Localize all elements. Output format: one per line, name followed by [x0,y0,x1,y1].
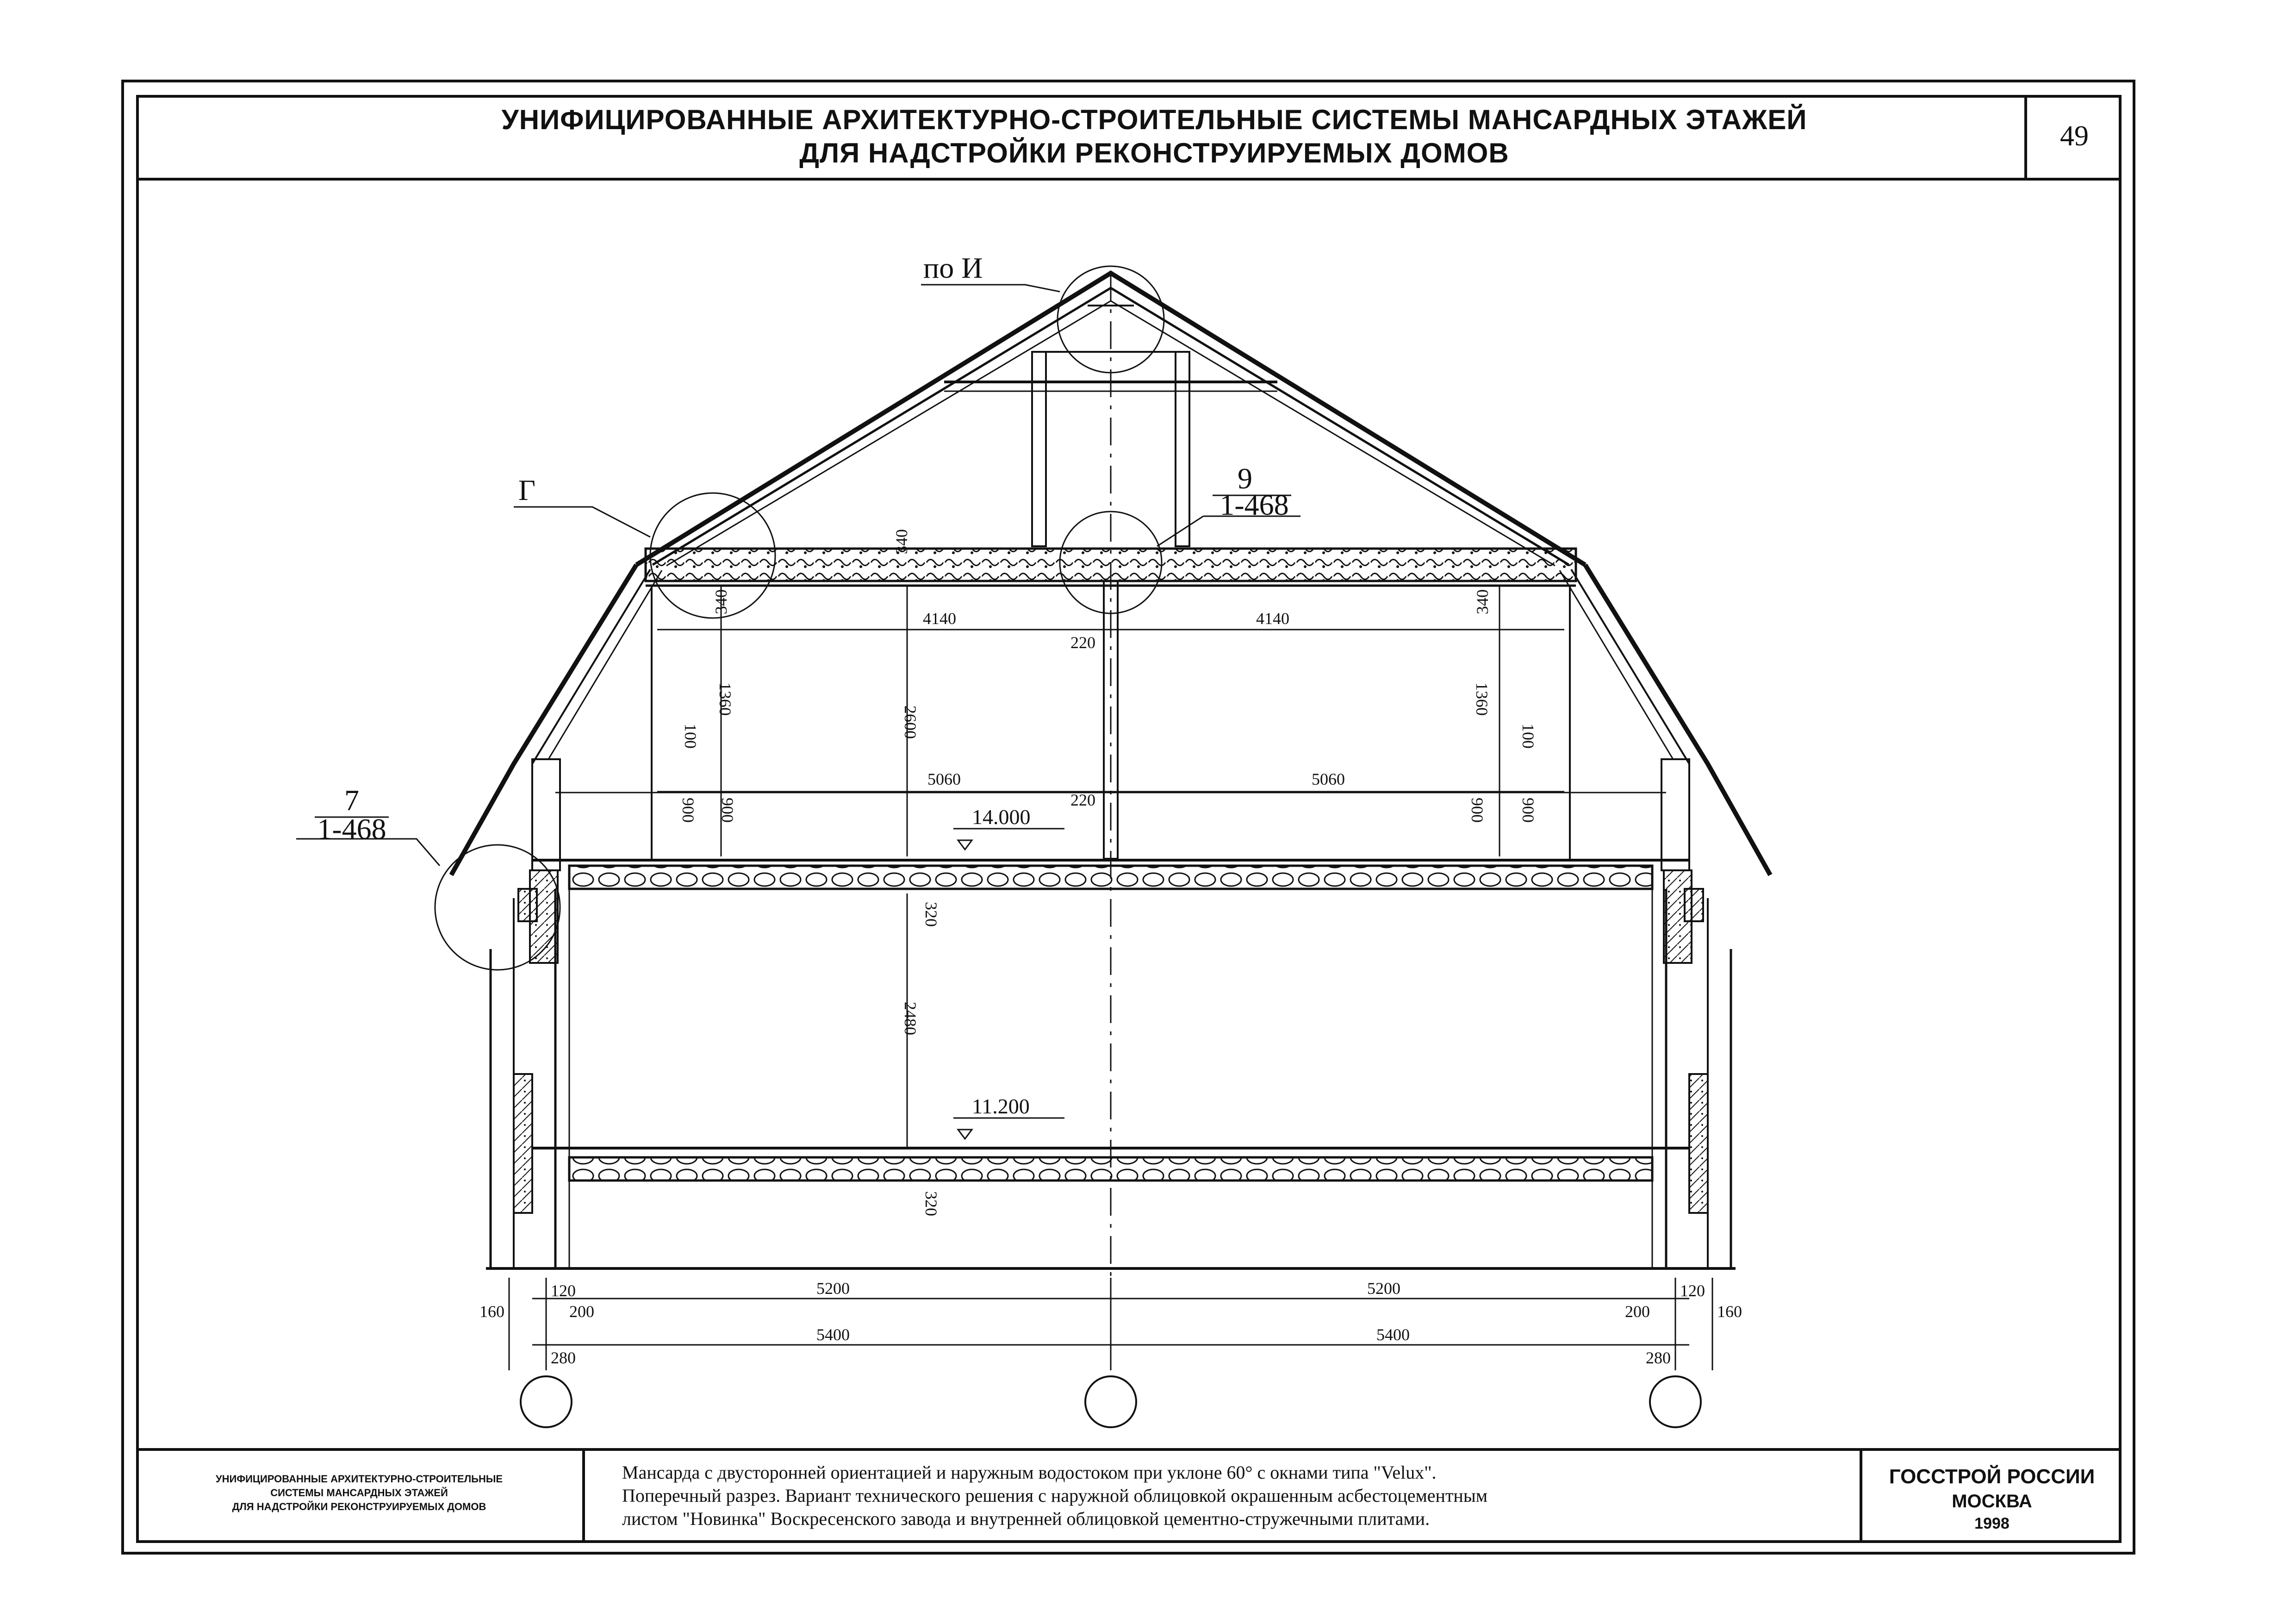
dim-left-100: 100 [681,724,700,749]
dim-right-900b: 900 [1519,798,1537,823]
dim-right-100: 100 [1519,724,1537,749]
footer-org: ГОССТРОЙ РОССИИ [1889,1465,2095,1488]
footer-series-line2: СИСТЕМЫ МАНСАРДНЫХ ЭТАЖЕЙ [270,1487,448,1499]
dim-span-left-4140: 4140 [923,609,956,628]
dim-ceiling-thickness: 340 [892,529,911,554]
footer-description-line2: Поперечный разрез. Вариант технического решения с наружной облицовкой окрашенным асбестоцементным [622,1485,1488,1506]
dim-left-900a: 900 [679,798,697,823]
dim-axis-right-5400: 5400 [1376,1325,1410,1344]
dim-bay-left-5200: 5200 [816,1279,850,1298]
attic-ceiling-panel [646,549,1576,581]
dim-span-left-5060: 5060 [927,770,961,788]
title-block-footer [136,1448,2122,1543]
dim-span-right-5060: 5060 [1312,770,1345,788]
dim-bay-right-5200: 5200 [1367,1279,1400,1298]
lower-floor-slab [569,1157,1652,1181]
callout-node9-sheet: 1-468 [1220,488,1289,521]
footer-description-line3: листом "Новинка" Воскресенского завода и внутренней облицовкой цементно-стружечными плитами. [622,1508,1430,1529]
level-upper: 14.000 [972,805,1031,829]
dim-right-340: 340 [1473,589,1492,614]
dim-left-120: 120 [551,1281,576,1300]
callout-node7-sheet: 1-468 [317,812,386,845]
footer-city: МОСКВА [1952,1491,2032,1512]
dim-right-200: 200 [1625,1302,1650,1321]
upper-floor-slab [569,866,1652,889]
dim-right-900a: 900 [1468,798,1487,823]
dim-right-280: 280 [1646,1349,1671,1367]
dim-right-1360: 1360 [1473,682,1491,716]
dim-axis-left-5400: 5400 [816,1325,850,1344]
footer-year: 1998 [1974,1515,2010,1532]
dim-right-120: 120 [1680,1281,1705,1300]
dim-left-280: 280 [551,1349,576,1367]
footer-series-line1: УНИФИЦИРОВАННЫЕ АРХИТЕКТУРНО-СТРОИТЕЛЬНЫЕ [215,1473,503,1485]
level-mark-lower [953,1118,1064,1139]
dim-span-right-4140: 4140 [1256,609,1289,628]
callout-eave-node: Г [518,474,535,506]
footer-description-line1: Мансарда с двусторонней ориентацией и наружным водостоком при уклоне 60° с окнами типа "Velux". [622,1462,1437,1483]
callout-node7-number: 7 [344,784,359,817]
grid-axis-bubbles [521,1376,1701,1427]
level-lower: 11.200 [972,1094,1030,1118]
dim-left-340: 340 [712,589,730,614]
footer-series [136,1451,585,1543]
page-number: 49 [2024,95,2122,178]
dim-ridge-220: 220 [1070,633,1095,652]
dim-height-2600: 2600 [901,706,920,739]
dim-left-200: 200 [569,1302,594,1321]
footer-series-line3: ДЛЯ НАДСТРОЙКИ РЕКОНСТРУИРУЕМЫХ ДОМОВ [232,1501,486,1512]
dim-slab-lower-320: 320 [922,1191,940,1216]
sheet-title-line2: ДЛЯ НАДСТРОЙКИ РЕКОНСТРУИРУЕМЫХ ДОМОВ [799,137,1509,169]
dim-floor-height-2480: 2480 [901,1002,920,1035]
callout-ridge-node: по И [923,251,983,284]
dim-right-160: 160 [1717,1302,1742,1321]
footer-description [585,1451,1862,1543]
dim-left-160: 160 [479,1302,504,1321]
dim-mid-220: 220 [1070,791,1095,809]
level-mark-upper [953,829,1064,849]
detail-circles [435,266,1164,970]
dim-left-1360: 1360 [716,682,734,716]
dim-slab-upper-320: 320 [922,902,940,927]
sheet-title-line1: УНИФИЦИРОВАННЫЕ АРХИТЕКТУРНО-СТРОИТЕЛЬНЫЕ СИСТЕМЫ МАНСАРДНЫХ ЭТАЖЕЙ [501,104,1807,135]
footer-organization [1862,1451,2122,1543]
callout-node9-number: 9 [1238,462,1252,495]
dim-left-900b: 900 [718,798,737,823]
